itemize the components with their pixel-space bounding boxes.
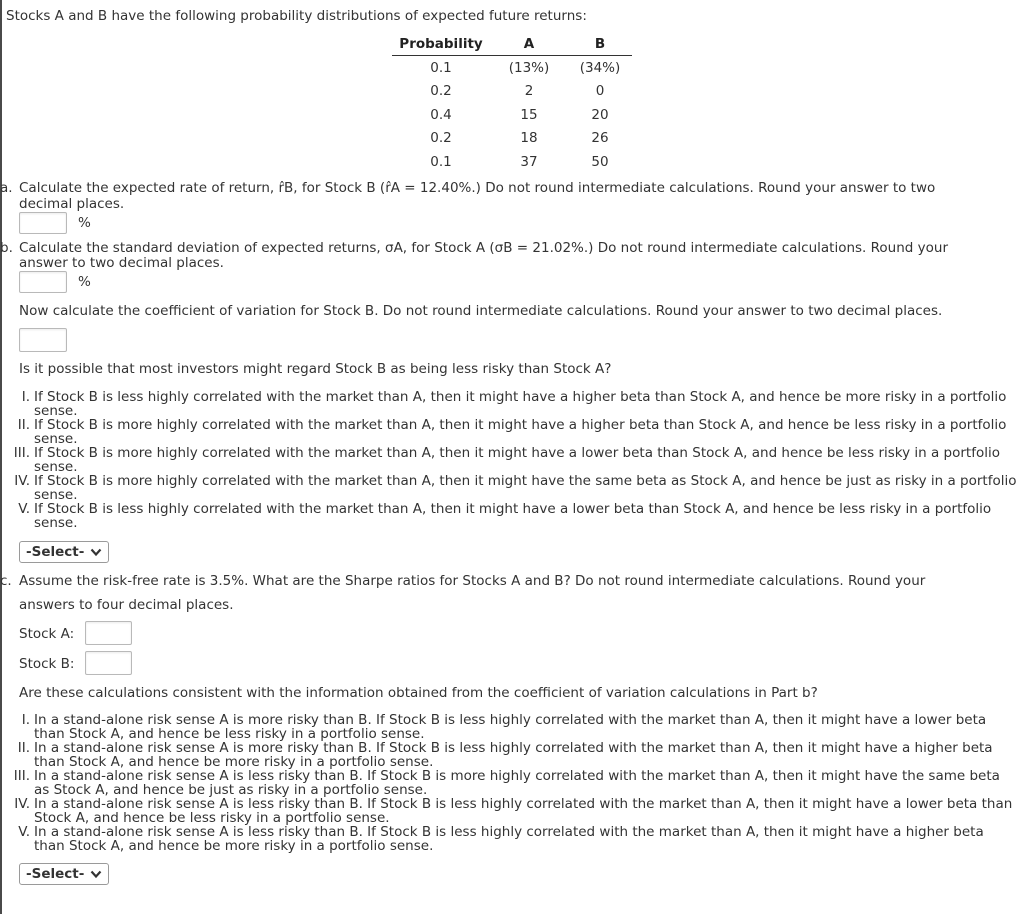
cv-instruction: Now calculate the coefficient of variation for Stock B. Do not round intermediate calculations. Round your answer to two decimal places. bbox=[19, 303, 943, 319]
part-b-select[interactable] bbox=[19, 541, 109, 563]
option-text: In a stand-alone risk sense A is less risky than B. If Stock B is more highly correlated with the market than A, then it might have the same beta as Stock A, and hence be just as risky in a portfolio sense. bbox=[34, 768, 1000, 798]
table-row bbox=[392, 150, 632, 174]
table-header-row bbox=[392, 33, 632, 56]
part-b-text-line2: answer to two decimal places. bbox=[19, 255, 224, 271]
cv-b-input[interactable] bbox=[19, 328, 67, 352]
percent-unit: % bbox=[78, 215, 91, 231]
cell-a: 15 bbox=[520, 106, 538, 123]
sharpe-b-input[interactable] bbox=[85, 651, 132, 675]
option-text: If Stock B is less highly correlated with the market than A, then it might have a higher beta than Stock A, and hence be more risky in a portfolio sense. bbox=[34, 389, 1007, 419]
part-b-question: Is it possible that most investors might regard Stock B as being less risky than Stock A? bbox=[19, 361, 612, 377]
option-text: If Stock B is more highly correlated with the market than A, then it might have the same beta as Stock A, and hence be just as risky in a portfolio sense. bbox=[34, 473, 1017, 503]
option-num: II. bbox=[17, 740, 30, 756]
cell-a: 37 bbox=[520, 153, 538, 170]
option-text: If Stock B is less highly correlated with the market than A, then it might have a lower beta than Stock A, and hence be less risky in a portfolio sense. bbox=[34, 501, 992, 531]
option-num: IV. bbox=[14, 473, 30, 489]
cell-b: (34%) bbox=[579, 59, 621, 76]
table-row bbox=[392, 103, 632, 127]
cell-a: 18 bbox=[520, 130, 538, 147]
option-num: V. bbox=[18, 501, 30, 517]
part-a-label: a. bbox=[0, 180, 13, 196]
cell-a: 2 bbox=[524, 83, 534, 100]
cell-b: 26 bbox=[591, 130, 609, 147]
chevron-down-icon bbox=[90, 547, 102, 557]
option-num: II. bbox=[17, 417, 30, 433]
option-num: V. bbox=[18, 824, 30, 840]
sharpe-a-input[interactable] bbox=[85, 621, 132, 645]
cell-probability: 0.1 bbox=[430, 59, 452, 76]
std-dev-a-input[interactable] bbox=[19, 271, 67, 293]
part-c-select[interactable] bbox=[19, 863, 109, 885]
option-text: If Stock B is more highly correlated with the market than A, then it might have a lower beta than Stock A, and hence be less risky in a portfolio sense. bbox=[34, 445, 1001, 475]
part-b-text-line1: Calculate the standard deviation of expected returns, σA, for Stock A (σB = 21.02%.) Do not round intermediate calculations. Round your bbox=[19, 240, 948, 256]
option-num: IV. bbox=[14, 796, 30, 812]
header-a: A bbox=[490, 33, 568, 56]
cell-probability: 0.4 bbox=[430, 106, 452, 123]
option-num: III. bbox=[13, 445, 30, 461]
cell-b: 0 bbox=[595, 83, 605, 100]
part-c-label: c. bbox=[0, 573, 12, 589]
intro-text: Stocks A and B have the following probability distributions of expected future returns: bbox=[6, 8, 587, 24]
part-c-question: Are these calculations consistent with the information obtained from the coefficient of variation calculations in Part b? bbox=[19, 685, 818, 701]
cell-b: 50 bbox=[591, 153, 609, 170]
option-num: I. bbox=[21, 389, 30, 405]
left-border bbox=[0, 0, 2, 914]
distribution-table bbox=[392, 33, 632, 174]
option-text: In a stand-alone risk sense A is less risky than B. If Stock B is less highly correlated with the market than A, then it might have a higher beta than Stock A, and hence be more risky in a portfolio sense. bbox=[34, 824, 984, 854]
header-b: B bbox=[568, 33, 632, 56]
cell-probability: 0.1 bbox=[430, 153, 452, 170]
table-row bbox=[392, 56, 632, 80]
part-a-text-line1: Calculate the expected rate of return, r̂B, for Stock B (r̂A = 12.40%.) Do not round intermediate calculations. Round your answer to two bbox=[19, 180, 936, 196]
part-c-text-line2: answers to four decimal places. bbox=[19, 597, 234, 613]
option-text: In a stand-alone risk sense A is more risky than B. If Stock B is less highly correlated with the market than A, then it might have a lower beta than Stock A, and hence be less risky in a portfolio sense. bbox=[34, 712, 987, 742]
cell-b: 20 bbox=[591, 106, 609, 123]
select-label: -Select- bbox=[26, 544, 85, 560]
cell-probability: 0.2 bbox=[430, 83, 452, 100]
stock-a-label: Stock A: bbox=[19, 626, 75, 642]
percent-unit: % bbox=[78, 274, 91, 290]
option-text: In a stand-alone risk sense A is more risky than B. If Stock B is less highly correlated with the market than A, then it might have a higher beta than Stock A, and hence be more risky in a portfolio sense. bbox=[34, 740, 993, 770]
part-b-label: b. bbox=[0, 240, 13, 256]
chevron-down-icon bbox=[90, 869, 102, 879]
table-row bbox=[392, 127, 632, 151]
part-c-text-line1: Assume the risk-free rate is 3.5%. What are the Sharpe ratios for Stocks A and B? Do not round intermediate calculations. Round your bbox=[19, 573, 926, 589]
option-text: In a stand-alone risk sense A is less risky than B. If Stock B is less highly correlated with the market than A, then it might have a lower beta than Stock A, and hence be less risky in a portfolio sense. bbox=[34, 796, 1013, 826]
option-num: III. bbox=[13, 768, 30, 784]
stock-b-label: Stock B: bbox=[19, 656, 75, 672]
cell-probability: 0.2 bbox=[430, 130, 452, 147]
header-probability: Probability bbox=[392, 33, 490, 56]
expected-return-b-input[interactable] bbox=[19, 212, 67, 234]
option-num: I. bbox=[21, 712, 30, 728]
table-row bbox=[392, 80, 632, 104]
select-label: -Select- bbox=[26, 866, 85, 882]
cell-a: (13%) bbox=[508, 59, 550, 76]
option-text: If Stock B is more highly correlated with the market than A, then it might have a higher beta than Stock A, and hence be less risky in a portfolio sense. bbox=[34, 417, 1007, 447]
part-a-text-line2: decimal places. bbox=[19, 196, 125, 212]
